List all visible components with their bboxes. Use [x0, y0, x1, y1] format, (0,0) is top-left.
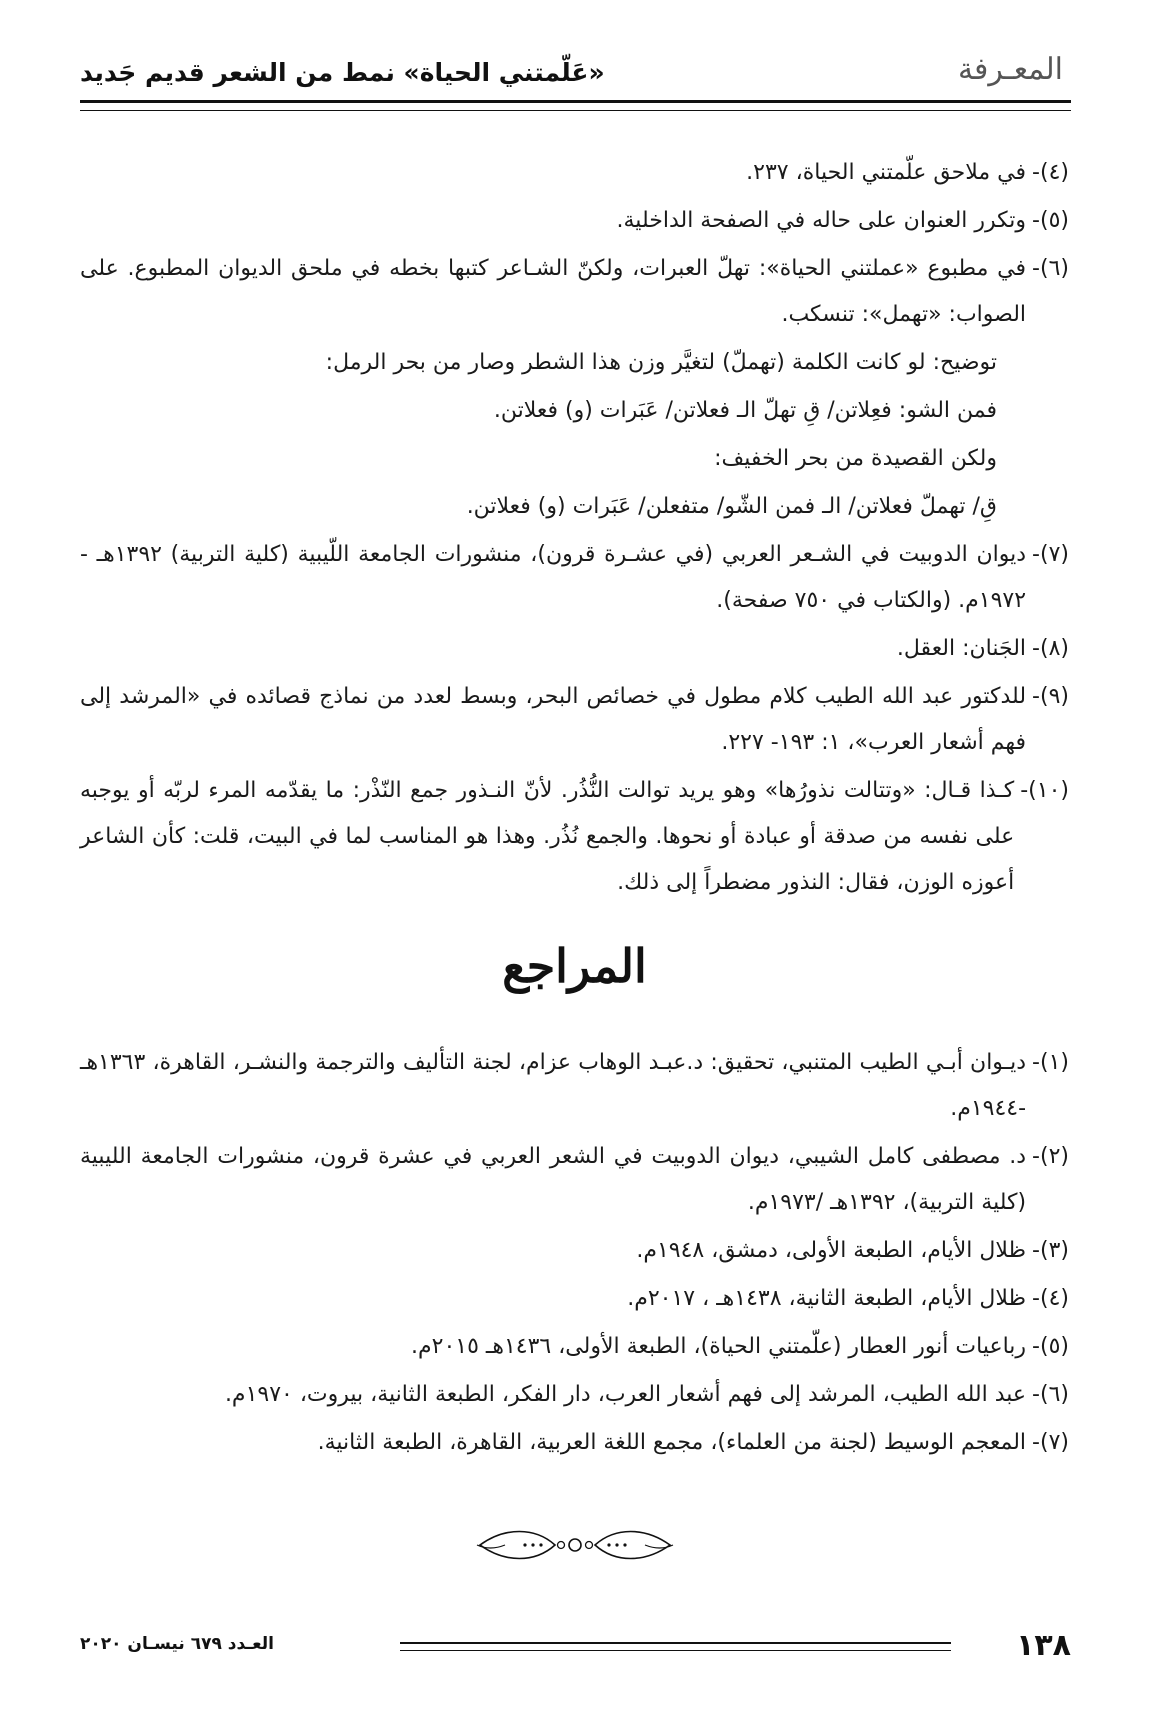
footnote-number: (٥)- [1032, 208, 1069, 233]
page-number: ١٣٨ [1016, 1628, 1071, 1663]
reference-number: (٥)- [1032, 1334, 1069, 1359]
reference-number: (٧)- [1032, 1430, 1069, 1455]
footnote-number: (٩)- [1032, 684, 1069, 709]
reference-text: ديـوان أبـي الطيب المتنبي، تحقيق: د.عبـد الوهاب عزام، لجنة التأليف والترجمة والنشـر، القاهرة، ١٣٦٣هـ -١٩٤٤م. [80, 1050, 1027, 1121]
decorative-ornament [475, 1525, 675, 1565]
footnote-text: الجَنان: العقل. [896, 636, 1027, 661]
running-title: «عَلّمتني الحياة» نمط من الشعر قديم جَديد [80, 58, 605, 87]
reference-text: ظلال الأيام، الطبعة الأولى، دمشق، ١٩٤٨م. [636, 1238, 1027, 1263]
footnote-7 [80, 532, 1069, 624]
reference-number: (١)- [1032, 1050, 1069, 1075]
footnote-text: وتكرر العنوان على حاله في الصفحة الداخلية. [616, 208, 1027, 233]
footnote-6-khafif-scansion: قِ/ تهملّ فعلاتن/ الـ فمن الشّو/ متفعلن/ عَبَرات (و) فعلاتن. [466, 494, 997, 519]
footnote-8 [80, 626, 1069, 672]
reference-text: عبد الله الطيب، المرشد إلى فهم أشعار العرب، دار الفكر، الطبعة الثانية، بيروت، ١٩٧٠م. [224, 1382, 1027, 1407]
reference-3 [80, 1228, 1069, 1274]
reference-text: د. مصطفى كامل الشيبي، ديوان الدوبيت في الشعر العربي في عشرة قرون، منشورات الجامعة الليبية (كلية التربية)، ١٣٩٢هـ /١٩٧٣م. [80, 1144, 1027, 1215]
reference-1 [80, 1040, 1069, 1132]
footnote-10 [80, 768, 1069, 906]
footnote-text: ديوان الدوبيت في الشـعر العربي (في عشـرة قرون)، منشورات الجامعة اللّيبية (كلية التربية) ١٣٩٢هـ - ١٩٧٢م. (والكتاب في ٧٥٠ صفحة). [80, 542, 1027, 613]
footer-double-rule [400, 1642, 951, 1651]
footnote-text: في مطبوع «عملتني الحياة»: تهلّ العبرات، ولكنّ الشـاعر كتبها بخطه في ملحق الديوان المطبوع. على الصواب: «تهمل»: تنسكب. [80, 256, 1027, 327]
reference-number: (٤)- [1032, 1286, 1069, 1311]
page-footer [80, 1628, 1071, 1668]
reference-text: ظلال الأيام، الطبعة الثانية، ١٤٣٨هـ ، ٢٠١٧م. [627, 1286, 1027, 1311]
footnote-text: كـذا قـال: «وتتالت نذورُها» وهو يريد توالت النُّذُر. لأنّ النـذور جمع النّذْر: ما يقدّمه المرء لربّه أو يوجبه على نفسه من صدقة أو عبادة أو نحوها. والجمع نُذُر. وهذا هو المناسب لما في البيت، قلت: كأن الشاعر أعوزه الوزن، فقال: النذور مضطراً إلى ذلك. [80, 778, 1015, 895]
footnote-number: (٤)- [1032, 160, 1069, 185]
reference-5 [80, 1324, 1069, 1370]
footnote-number: (٨)- [1032, 636, 1069, 661]
reference-number: (٦)- [1032, 1382, 1069, 1407]
header-double-rule [80, 100, 1071, 111]
reference-6 [80, 1372, 1069, 1418]
footnote-number: (٧)- [1032, 542, 1069, 567]
page-header [80, 48, 1071, 104]
footnote-9 [80, 674, 1069, 766]
footnote-6 [80, 246, 1069, 338]
issue-info: العـدد ٦٧٩ نيسـان ٢٠٢٠ [80, 1634, 274, 1654]
reference-number: (٣)- [1032, 1238, 1069, 1263]
reference-text: رباعيات أنور العطار (علّمتني الحياة)، الطبعة الأولى، ١٤٣٦هـ ٢٠١٥م. [411, 1334, 1027, 1359]
reference-7 [80, 1420, 1069, 1466]
footnote-6-explanation: توضيح: لو كانت الكلمة (تهملّ) لتغيَّر وزن هذا الشطر وصار من بحر الرمل: [325, 350, 997, 375]
journal-logo: المعـرفة [957, 52, 1063, 87]
footnote-5 [80, 198, 1069, 244]
page-content [80, 150, 1069, 1468]
references-heading: المراجع [502, 939, 647, 993]
reference-2 [80, 1134, 1069, 1226]
reference-text: المعجم الوسيط (لجنة من العلماء)، مجمع اللغة العربية، القاهرة، الطبعة الثانية. [317, 1430, 1027, 1455]
footnote-6-ramal-scansion: فمن الشو: فعِلاتن/ قِ تهلّ الـ فعلاتن/ عَبَرات (و) فعلاتن. [493, 398, 997, 423]
footnote-text: للدكتور عبد الله الطيب كلام مطول في خصائص البحر، وبسط لعدد من نماذج قصائده في «المرشد إلى فهم أشعار العرب»، ١: ١٩٣- ٢٢٧. [80, 684, 1027, 755]
footnote-text: في ملاحق علّمتني الحياة، ٢٣٧. [746, 160, 1027, 185]
footnote-4 [80, 150, 1069, 196]
reference-4 [80, 1276, 1069, 1322]
footnote-6-khafif-intro: ولكن القصيدة من بحر الخفيف: [714, 446, 997, 471]
footnote-number: (١٠)- [1020, 778, 1069, 803]
reference-number: (٢)- [1032, 1144, 1069, 1169]
footnote-number: (٦)- [1032, 256, 1069, 281]
